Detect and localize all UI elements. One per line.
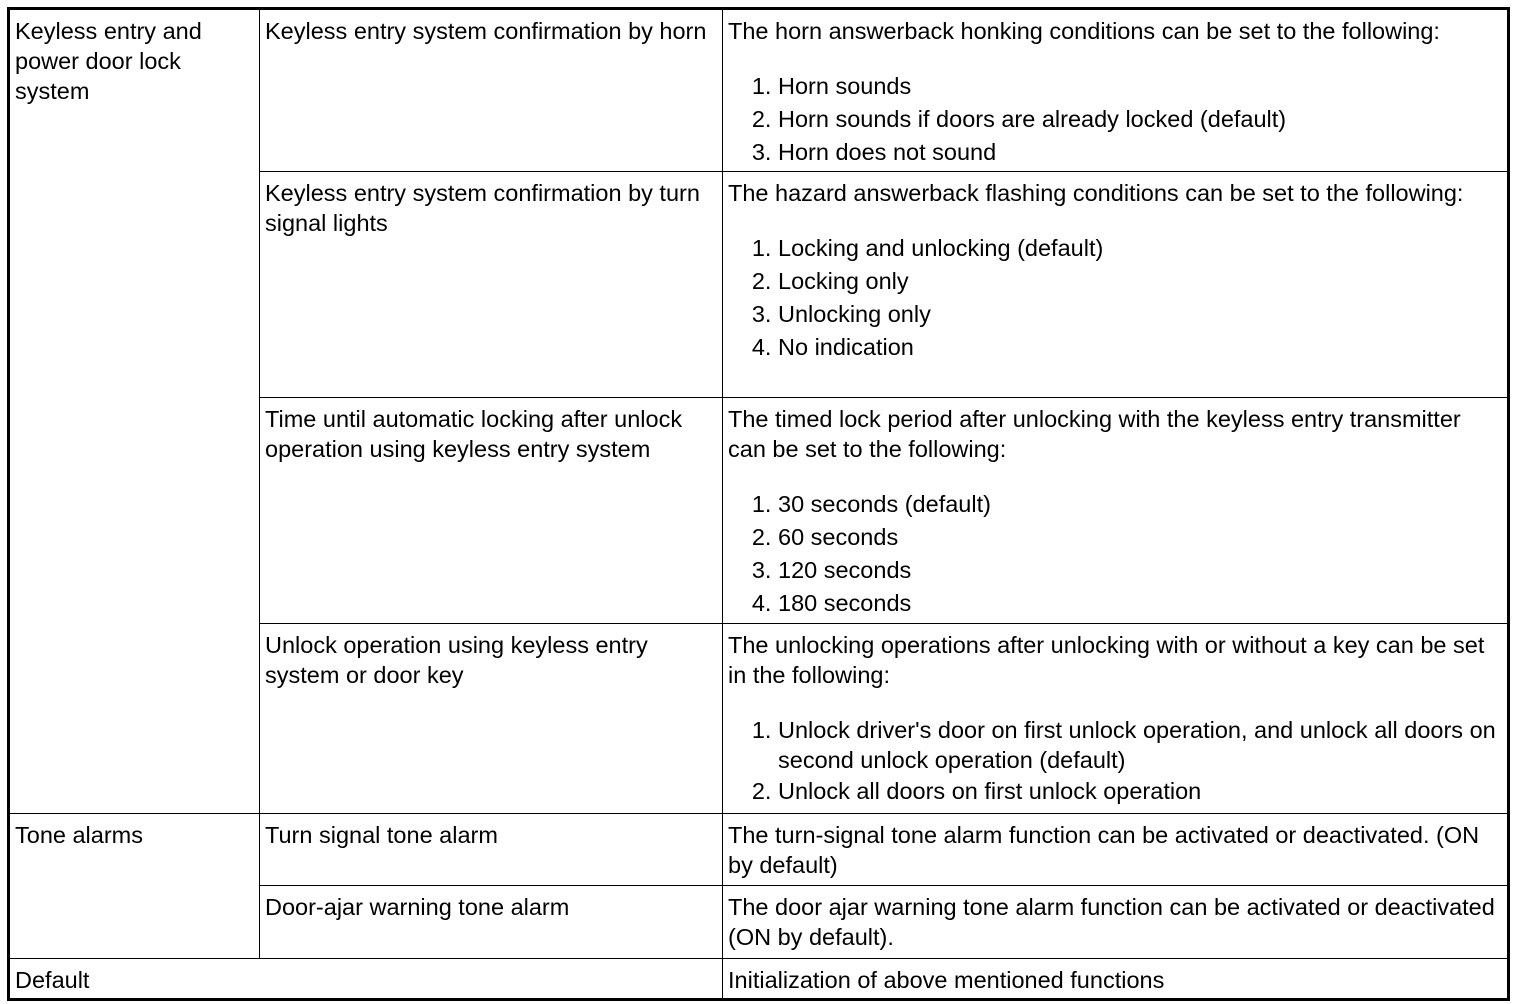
description-text: The door ajar warning tone alarm function can be activated or deactivated (ON by default). (728, 894, 1495, 950)
description-text: The turn-signal tone alarm function can be activated or deactivated. (ON by default) (728, 822, 1480, 878)
list-item: 4. No indication (778, 331, 1501, 364)
item-label: Turn signal tone alarm (265, 822, 498, 848)
item-label: Door-ajar warning tone alarm (265, 894, 570, 920)
list-item (778, 714, 1501, 775)
group-cell-default (9, 959, 723, 1000)
list-item-text: 1. Unlock driver's door on first unlock operation, and unlock all doors on second unlock operation (default) (778, 717, 1496, 773)
description-cell (723, 9, 1509, 172)
list-item: 3. Horn does not sound (778, 136, 1501, 169)
description-cell (723, 398, 1509, 624)
item-cell (260, 398, 723, 624)
options-list (728, 70, 1501, 169)
options-list (728, 232, 1501, 364)
group-label: Keyless entry and power door lock system (15, 18, 202, 104)
options-list (728, 714, 1501, 808)
list-item: 2. Locking only (778, 265, 1501, 298)
group-cell-keyless (9, 9, 260, 814)
list-item: 4. 180 seconds (778, 587, 1501, 620)
list-item: 3. 120 seconds (778, 554, 1501, 587)
table-row (9, 814, 1509, 886)
item-label: Keyless entry system confirmation by horn (265, 18, 707, 44)
list-item: 1. Horn sounds (778, 70, 1501, 103)
description-cell (723, 959, 1509, 1000)
description-text: The timed lock period after unlocking with the keyless entry transmitter can be set to the following: (728, 406, 1461, 462)
description-text: The horn answerback honking conditions can be set to the following: (728, 18, 1440, 44)
description-text: The hazard answerback flashing conditions can be set to the following: (728, 180, 1464, 206)
list-item: 2. 60 seconds (778, 521, 1501, 554)
options-list (728, 488, 1501, 620)
table-row (9, 9, 1509, 172)
table-row (9, 959, 1509, 1000)
settings-table (7, 7, 1510, 1001)
item-cell (260, 9, 723, 172)
description-text: The unlocking operations after unlocking with or without a key can be set in the following: (728, 632, 1485, 688)
item-cell (260, 624, 723, 814)
description-cell (723, 172, 1509, 398)
list-item: 1. Locking and unlocking (default) (778, 232, 1501, 265)
list-item: 2. Horn sounds if doors are already locked (default) (778, 103, 1501, 136)
item-label: Keyless entry system confirmation by turn signal lights (265, 180, 700, 236)
item-label: Unlock operation using keyless entry system or door key (265, 632, 648, 688)
description-text: Initialization of above mentioned functions (728, 967, 1165, 993)
item-cell (260, 172, 723, 398)
group-cell-tone (9, 814, 260, 959)
item-cell (260, 886, 723, 959)
group-label: Tone alarms (15, 822, 143, 848)
list-item: 1. 30 seconds (default) (778, 488, 1501, 521)
list-item: 2. Unlock all doors on first unlock operation (778, 775, 1501, 808)
item-cell (260, 814, 723, 886)
group-label: Default (15, 967, 90, 993)
item-label: Time until automatic locking after unlock operation using keyless entry system (265, 406, 683, 462)
description-cell (723, 624, 1509, 814)
list-item: 3. Unlocking only (778, 298, 1501, 331)
description-cell (723, 814, 1509, 886)
description-cell (723, 886, 1509, 959)
